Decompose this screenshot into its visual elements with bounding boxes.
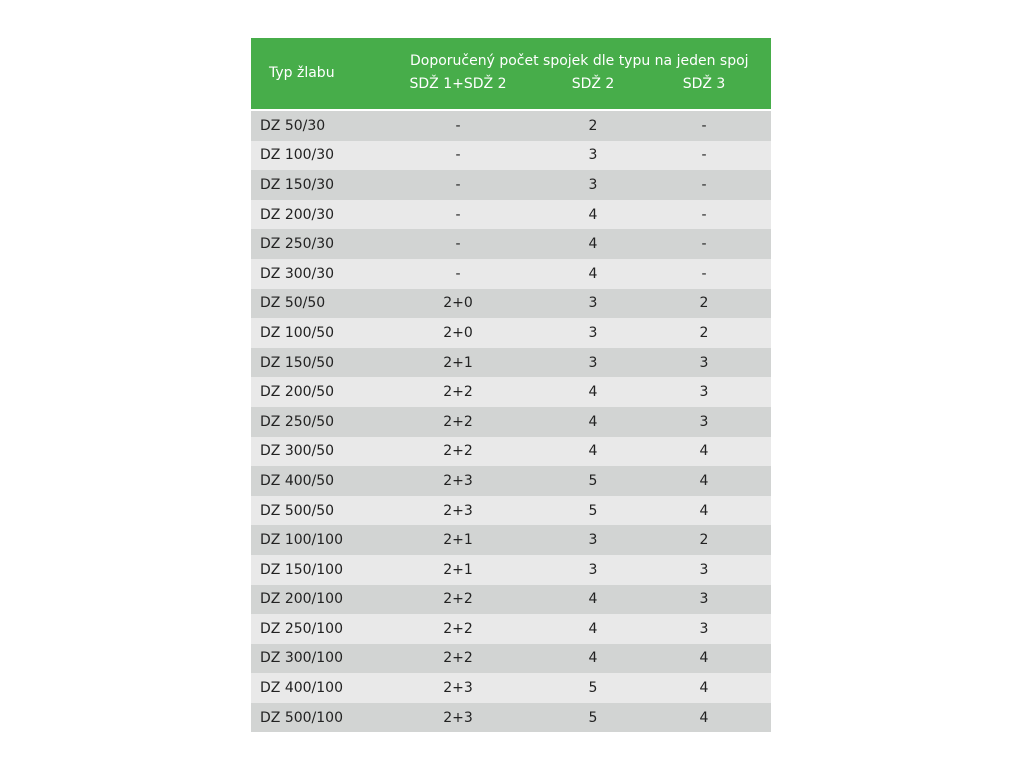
cell-sdz2: 3 [588,176,598,193]
coupling-table [251,38,771,732]
cell-type-name: DZ 100/30 [260,147,335,164]
cell-type-name: DZ 150/30 [260,176,335,193]
cell-sdz1-sdz2: - [455,265,461,282]
cell-sdz1-sdz2: - [455,117,461,134]
header-group-label: Doporučený počet spojek dle typu na jeden spoj [410,53,749,69]
cell-type-name: DZ 50/30 [260,117,326,134]
table-row [251,703,771,733]
cell-type-name: DZ 50/50 [260,295,326,312]
table-row [251,407,771,437]
cell-sdz2: 3 [588,532,598,549]
cell-type-name: DZ 250/50 [260,413,335,430]
table-row [251,437,771,467]
cell-sdz1-sdz2: 2+0 [443,324,473,341]
cell-sdz3: 3 [699,620,709,637]
cell-sdz1-sdz2: 2+0 [443,295,473,312]
cell-type-name: DZ 250/30 [260,236,335,253]
cell-sdz3: 4 [699,472,709,489]
cell-sdz2: 5 [588,502,598,519]
table-row [251,170,771,200]
cell-sdz1-sdz2: - [455,236,461,253]
cell-type-name: DZ 250/100 [260,620,343,637]
header-col-sdz1-sdz2: SDŽ 1+SDŽ 2 [409,76,507,92]
table-row [251,525,771,555]
cell-type-name: DZ 300/100 [260,650,343,667]
cell-sdz3: 2 [699,295,709,312]
cell-sdz3: 4 [699,709,709,726]
table-row [251,614,771,644]
table-row [251,644,771,674]
cell-sdz2: 4 [588,620,598,637]
cell-sdz2: 4 [588,206,598,223]
cell-sdz3: - [701,176,707,193]
header-type-label: Typ žlabu [269,65,335,81]
cell-sdz3: - [701,117,707,134]
cell-type-name: DZ 200/100 [260,591,343,608]
cell-sdz1-sdz2: 2+2 [443,591,473,608]
cell-sdz1-sdz2: 2+3 [443,502,473,519]
cell-sdz3: - [701,206,707,223]
cell-sdz2: 2 [588,117,598,134]
table-row [251,348,771,378]
cell-sdz2: 4 [588,413,598,430]
cell-sdz2: 4 [588,443,598,460]
cell-sdz3: 3 [699,591,709,608]
table-row [251,585,771,615]
cell-sdz3: 3 [699,354,709,371]
cell-sdz2: 4 [588,650,598,667]
header-col-sdz2: SDŽ 2 [571,76,615,92]
header-col-sdz3: SDŽ 3 [682,76,726,92]
cell-type-name: DZ 300/50 [260,443,335,460]
table-row [251,229,771,259]
table-row [251,496,771,526]
cell-type-name: DZ 500/50 [260,502,335,519]
table-row [251,141,771,171]
cell-type-name: DZ 400/100 [260,680,343,697]
cell-sdz1-sdz2: 2+3 [443,680,473,697]
table-row [251,673,771,703]
table-row [251,289,771,319]
cell-type-name: DZ 500/100 [260,709,343,726]
cell-sdz3: 3 [699,413,709,430]
cell-sdz1-sdz2: 2+2 [443,413,473,430]
cell-sdz2: 3 [588,324,598,341]
cell-sdz2: 3 [588,561,598,578]
cell-type-name: DZ 100/100 [260,532,343,549]
cell-sdz1-sdz2: 2+2 [443,443,473,460]
cell-sdz2: 3 [588,354,598,371]
table-row [251,555,771,585]
cell-sdz3: 3 [699,561,709,578]
cell-sdz3: - [701,265,707,282]
cell-sdz3: 2 [699,532,709,549]
cell-sdz3: 3 [699,384,709,401]
cell-sdz1-sdz2: - [455,147,461,164]
cell-sdz1-sdz2: 2+2 [443,620,473,637]
table-row [251,111,771,141]
cell-sdz1-sdz2: 2+2 [443,384,473,401]
cell-type-name: DZ 150/100 [260,561,343,578]
table-row [251,200,771,230]
cell-sdz1-sdz2: - [455,176,461,193]
cell-sdz2: 4 [588,236,598,253]
cell-sdz2: 5 [588,680,598,697]
cell-type-name: DZ 100/50 [260,324,335,341]
table-row [251,377,771,407]
table-row [251,259,771,289]
cell-sdz3: - [701,236,707,253]
table-row [251,466,771,496]
cell-sdz2: 5 [588,709,598,726]
cell-sdz1-sdz2: 2+1 [443,561,473,578]
cell-sdz2: 4 [588,384,598,401]
cell-sdz3: 4 [699,502,709,519]
cell-sdz1-sdz2: - [455,206,461,223]
cell-sdz1-sdz2: 2+1 [443,532,473,549]
cell-sdz3: 4 [699,680,709,697]
cell-type-name: DZ 150/50 [260,354,335,371]
cell-sdz2: 4 [588,591,598,608]
table-body [251,111,771,732]
table-row [251,318,771,348]
cell-type-name: DZ 200/30 [260,206,335,223]
cell-type-name: DZ 300/30 [260,265,335,282]
table-header [251,38,771,109]
cell-sdz2: 3 [588,147,598,164]
cell-sdz3: 2 [699,324,709,341]
cell-sdz1-sdz2: 2+3 [443,472,473,489]
cell-sdz3: - [701,147,707,164]
cell-sdz2: 5 [588,472,598,489]
cell-type-name: DZ 400/50 [260,472,335,489]
cell-sdz1-sdz2: 2+3 [443,709,473,726]
cell-type-name: DZ 200/50 [260,384,335,401]
cell-sdz3: 4 [699,443,709,460]
cell-sdz1-sdz2: 2+2 [443,650,473,667]
cell-sdz2: 3 [588,295,598,312]
cell-sdz1-sdz2: 2+1 [443,354,473,371]
cell-sdz2: 4 [588,265,598,282]
cell-sdz3: 4 [699,650,709,667]
